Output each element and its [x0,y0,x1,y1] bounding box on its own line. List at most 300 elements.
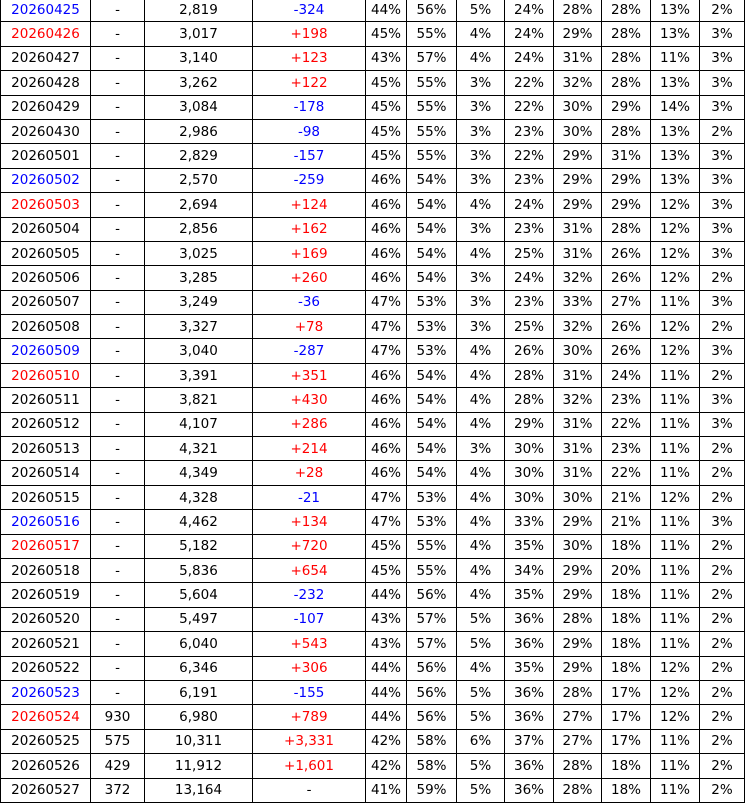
percent-cell-1: 47% [366,290,407,314]
percent-cell-5: 29% [554,168,602,192]
percent-cell-4: 23% [505,217,554,241]
percent-cell-5: 32% [554,71,602,95]
table-row [1,485,745,509]
percent-cell-2: 53% [407,315,457,339]
percent-cell-8: 2% [700,729,745,753]
percent-cell-4: 24% [505,193,554,217]
date-cell: 20260504 [1,217,91,241]
table-row [1,412,745,436]
percent-cell-8: 3% [700,193,745,217]
change-cell: -21 [253,485,366,509]
percent-cell-4: 25% [505,315,554,339]
total-cell: 3,140 [145,46,253,70]
table-body [1,0,745,802]
percent-cell-8: 2% [700,632,745,656]
percent-cell-7: 12% [651,485,700,509]
percent-cell-4: 35% [505,583,554,607]
percent-cell-8: 2% [700,754,745,778]
date-cell: 20260518 [1,558,91,582]
percent-cell-1: 41% [366,778,407,802]
percent-cell-5: 32% [554,266,602,290]
table-row [1,315,745,339]
change-cell: -287 [253,339,366,363]
percent-cell-2: 55% [407,95,457,119]
percent-cell-8: 2% [700,461,745,485]
percent-cell-4: 24% [505,266,554,290]
percent-cell-1: 45% [366,22,407,46]
percent-cell-7: 13% [651,144,700,168]
percent-cell-5: 30% [554,95,602,119]
date-cell: 20260519 [1,583,91,607]
table-row [1,119,745,143]
percent-cell-1: 46% [366,412,407,436]
percent-cell-3: 3% [457,71,505,95]
percent-cell-2: 53% [407,510,457,534]
percent-cell-7: 12% [651,217,700,241]
percent-cell-3: 4% [457,534,505,558]
change-cell: -98 [253,119,366,143]
change-cell: +286 [253,412,366,436]
percent-cell-7: 12% [651,241,700,265]
percent-cell-4: 22% [505,144,554,168]
percent-cell-1: 46% [366,193,407,217]
percent-cell-2: 59% [407,778,457,802]
percent-cell-6: 23% [602,437,651,461]
percent-cell-1: 43% [366,632,407,656]
date-cell: 20260428 [1,71,91,95]
percent-cell-6: 18% [602,583,651,607]
percent-cell-3: 3% [457,217,505,241]
table-row [1,266,745,290]
percent-cell-8: 2% [700,315,745,339]
percent-cell-4: 23% [505,119,554,143]
percent-cell-7: 11% [651,754,700,778]
percent-cell-4: 36% [505,705,554,729]
table-row [1,95,745,119]
percent-cell-2: 54% [407,193,457,217]
date-cell: 20260520 [1,607,91,631]
percent-cell-6: 28% [602,0,651,22]
table-row [1,193,745,217]
total-cell: 6,040 [145,632,253,656]
total-cell: 4,328 [145,485,253,509]
percent-cell-1: 46% [366,241,407,265]
percent-cell-2: 58% [407,754,457,778]
percent-cell-1: 47% [366,315,407,339]
percent-cell-3: 4% [457,583,505,607]
percent-cell-4: 37% [505,729,554,753]
percent-cell-1: 46% [366,168,407,192]
percent-cell-3: 4% [457,510,505,534]
percent-cell-3: 4% [457,388,505,412]
percent-cell-4: 30% [505,485,554,509]
percent-cell-7: 12% [651,339,700,363]
percent-cell-4: 36% [505,754,554,778]
percent-cell-7: 11% [651,388,700,412]
change-cell: -36 [253,290,366,314]
date-cell: 20260508 [1,315,91,339]
percent-cell-5: 29% [554,656,602,680]
percent-cell-3: 4% [457,656,505,680]
change-cell: +789 [253,705,366,729]
percent-cell-4: 24% [505,46,554,70]
percent-cell-1: 46% [366,461,407,485]
percent-cell-3: 4% [457,22,505,46]
percent-cell-6: 18% [602,534,651,558]
percent-cell-7: 13% [651,168,700,192]
percent-cell-3: 4% [457,193,505,217]
percent-cell-2: 54% [407,461,457,485]
percent-cell-8: 3% [700,22,745,46]
percent-cell-2: 53% [407,485,457,509]
table-row [1,778,745,802]
total-cell: 2,694 [145,193,253,217]
percent-cell-7: 13% [651,71,700,95]
percent-cell-6: 17% [602,680,651,704]
percent-cell-5: 30% [554,485,602,509]
percent-cell-3: 5% [457,778,505,802]
total-cell: 5,604 [145,583,253,607]
percent-cell-6: 18% [602,656,651,680]
table-row [1,583,745,607]
percent-cell-6: 26% [602,266,651,290]
table-row [1,46,745,70]
percent-cell-7: 13% [651,0,700,22]
count-cell: - [91,46,145,70]
percent-cell-6: 31% [602,144,651,168]
percent-cell-2: 56% [407,680,457,704]
percent-cell-7: 12% [651,315,700,339]
percent-cell-8: 3% [700,95,745,119]
percent-cell-1: 42% [366,754,407,778]
total-cell: 3,249 [145,290,253,314]
total-cell: 4,462 [145,510,253,534]
count-cell: - [91,680,145,704]
percent-cell-5: 29% [554,583,602,607]
date-cell: 20260502 [1,168,91,192]
percent-cell-5: 29% [554,144,602,168]
percent-cell-5: 30% [554,119,602,143]
percent-cell-3: 3% [457,266,505,290]
total-cell: 2,856 [145,217,253,241]
date-cell: 20260512 [1,412,91,436]
percent-cell-3: 5% [457,0,505,22]
percent-cell-2: 54% [407,412,457,436]
total-cell: 2,570 [145,168,253,192]
total-cell: 5,836 [145,558,253,582]
percent-cell-4: 23% [505,168,554,192]
percent-cell-2: 56% [407,656,457,680]
percent-cell-8: 2% [700,485,745,509]
table-row [1,632,745,656]
date-cell: 20260522 [1,656,91,680]
percent-cell-6: 18% [602,754,651,778]
percent-cell-3: 3% [457,144,505,168]
count-cell: - [91,388,145,412]
percent-cell-2: 55% [407,119,457,143]
percent-cell-5: 27% [554,705,602,729]
percent-cell-7: 11% [651,583,700,607]
percent-cell-8: 3% [700,412,745,436]
table-row [1,461,745,485]
percent-cell-2: 54% [407,168,457,192]
percent-cell-8: 2% [700,437,745,461]
table-row [1,656,745,680]
total-cell: 3,025 [145,241,253,265]
date-cell: 20260509 [1,339,91,363]
percent-cell-2: 57% [407,607,457,631]
percent-cell-8: 2% [700,119,745,143]
date-cell: 20260517 [1,534,91,558]
percent-cell-1: 46% [366,217,407,241]
percent-cell-3: 3% [457,119,505,143]
percent-cell-2: 55% [407,71,457,95]
percent-cell-2: 54% [407,437,457,461]
total-cell: 5,497 [145,607,253,631]
percent-cell-5: 28% [554,0,602,22]
date-cell: 20260430 [1,119,91,143]
count-cell: - [91,95,145,119]
percent-cell-4: 29% [505,412,554,436]
total-cell: 3,285 [145,266,253,290]
count-cell: - [91,607,145,631]
date-cell: 20260515 [1,485,91,509]
count-cell: - [91,339,145,363]
percent-cell-7: 11% [651,290,700,314]
percent-cell-5: 33% [554,290,602,314]
total-cell: 10,311 [145,729,253,753]
change-cell: +134 [253,510,366,534]
table-row [1,290,745,314]
count-cell: 429 [91,754,145,778]
percent-cell-6: 22% [602,461,651,485]
total-cell: 3,327 [145,315,253,339]
percent-cell-1: 44% [366,0,407,22]
percent-cell-5: 27% [554,729,602,753]
percent-cell-8: 3% [700,46,745,70]
percent-cell-3: 3% [457,95,505,119]
percent-cell-6: 28% [602,217,651,241]
percent-cell-3: 3% [457,315,505,339]
percent-cell-5: 30% [554,339,602,363]
count-cell: - [91,119,145,143]
percent-cell-6: 18% [602,632,651,656]
percent-cell-2: 53% [407,290,457,314]
percent-cell-2: 55% [407,144,457,168]
percent-cell-5: 29% [554,632,602,656]
percent-cell-8: 3% [700,144,745,168]
date-cell: 20260505 [1,241,91,265]
percent-cell-8: 3% [700,290,745,314]
count-cell: - [91,461,145,485]
date-cell: 20260514 [1,461,91,485]
percent-cell-4: 24% [505,0,554,22]
percent-cell-2: 56% [407,705,457,729]
percent-cell-3: 4% [457,363,505,387]
table-row [1,388,745,412]
percent-cell-4: 36% [505,778,554,802]
table-row [1,510,745,534]
count-cell: - [91,71,145,95]
percent-cell-7: 11% [651,778,700,802]
date-cell: 20260510 [1,363,91,387]
change-cell: -157 [253,144,366,168]
percent-cell-1: 42% [366,729,407,753]
percent-cell-4: 36% [505,680,554,704]
change-cell: - [253,778,366,802]
count-cell: - [91,22,145,46]
date-cell: 20260507 [1,290,91,314]
percent-cell-5: 29% [554,22,602,46]
percent-cell-6: 17% [602,729,651,753]
percent-cell-5: 31% [554,217,602,241]
percent-cell-2: 54% [407,266,457,290]
table-row [1,0,745,22]
percent-cell-5: 31% [554,437,602,461]
percent-cell-2: 57% [407,632,457,656]
date-cell: 20260506 [1,266,91,290]
count-cell: - [91,534,145,558]
change-cell: +78 [253,315,366,339]
percent-cell-5: 31% [554,363,602,387]
percent-cell-4: 33% [505,510,554,534]
change-cell: +169 [253,241,366,265]
percent-cell-2: 55% [407,534,457,558]
change-cell: +306 [253,656,366,680]
percent-cell-6: 23% [602,388,651,412]
count-cell: - [91,193,145,217]
percent-cell-8: 2% [700,583,745,607]
percent-cell-8: 2% [700,778,745,802]
percent-cell-4: 22% [505,71,554,95]
date-cell: 20260524 [1,705,91,729]
percent-cell-3: 4% [457,46,505,70]
count-cell: - [91,0,145,22]
percent-cell-7: 11% [651,729,700,753]
date-cell: 20260511 [1,388,91,412]
percent-cell-4: 28% [505,388,554,412]
date-cell: 20260429 [1,95,91,119]
percent-cell-6: 21% [602,510,651,534]
percent-cell-1: 46% [366,266,407,290]
percent-cell-8: 2% [700,705,745,729]
percent-cell-3: 5% [457,632,505,656]
percent-cell-7: 12% [651,656,700,680]
percent-cell-4: 30% [505,437,554,461]
change-cell: +122 [253,71,366,95]
percent-cell-2: 58% [407,729,457,753]
percent-cell-5: 28% [554,778,602,802]
change-cell: -155 [253,680,366,704]
percent-cell-8: 3% [700,388,745,412]
change-cell: +124 [253,193,366,217]
percent-cell-3: 4% [457,241,505,265]
table-row [1,363,745,387]
count-cell: - [91,290,145,314]
percent-cell-3: 4% [457,461,505,485]
table-row [1,607,745,631]
percent-cell-7: 11% [651,534,700,558]
percent-cell-8: 3% [700,241,745,265]
percent-cell-1: 47% [366,339,407,363]
total-cell: 6,191 [145,680,253,704]
count-cell: - [91,241,145,265]
count-cell: - [91,363,145,387]
percent-cell-5: 28% [554,754,602,778]
percent-cell-2: 56% [407,583,457,607]
change-cell: +654 [253,558,366,582]
percent-cell-6: 18% [602,607,651,631]
percent-cell-7: 11% [651,363,700,387]
date-cell: 20260503 [1,193,91,217]
percent-cell-1: 45% [366,558,407,582]
percent-cell-1: 46% [366,388,407,412]
table-row [1,22,745,46]
change-cell: -259 [253,168,366,192]
total-cell: 13,164 [145,778,253,802]
table-row [1,534,745,558]
table-row [1,339,745,363]
change-cell: -107 [253,607,366,631]
percent-cell-2: 54% [407,217,457,241]
percent-cell-4: 35% [505,656,554,680]
percent-cell-8: 2% [700,656,745,680]
percent-cell-6: 20% [602,558,651,582]
change-cell: +3,331 [253,729,366,753]
percent-cell-8: 3% [700,71,745,95]
percent-cell-7: 11% [651,46,700,70]
percent-cell-6: 18% [602,778,651,802]
percent-cell-5: 31% [554,412,602,436]
percent-cell-8: 3% [700,339,745,363]
table-row [1,241,745,265]
percent-cell-3: 3% [457,290,505,314]
percent-cell-8: 2% [700,0,745,22]
count-cell: - [91,558,145,582]
percent-cell-5: 31% [554,241,602,265]
percent-cell-3: 5% [457,754,505,778]
percent-cell-1: 46% [366,363,407,387]
percent-cell-6: 21% [602,485,651,509]
total-cell: 2,819 [145,0,253,22]
change-cell: -232 [253,583,366,607]
percent-cell-6: 17% [602,705,651,729]
table-row [1,680,745,704]
percent-cell-1: 44% [366,680,407,704]
percent-cell-6: 29% [602,193,651,217]
change-cell: +1,601 [253,754,366,778]
date-cell: 20260516 [1,510,91,534]
percent-cell-7: 12% [651,705,700,729]
count-cell: - [91,510,145,534]
percent-cell-6: 24% [602,363,651,387]
table-row [1,437,745,461]
percent-cell-3: 5% [457,705,505,729]
percent-cell-6: 28% [602,22,651,46]
percent-cell-3: 3% [457,437,505,461]
percent-cell-2: 54% [407,241,457,265]
percent-cell-1: 45% [366,534,407,558]
percent-cell-8: 2% [700,266,745,290]
percent-cell-1: 47% [366,510,407,534]
total-cell: 3,040 [145,339,253,363]
percent-cell-7: 11% [651,437,700,461]
percent-cell-7: 14% [651,95,700,119]
percent-cell-3: 4% [457,485,505,509]
total-cell: 5,182 [145,534,253,558]
change-cell: +28 [253,461,366,485]
table-row [1,558,745,582]
